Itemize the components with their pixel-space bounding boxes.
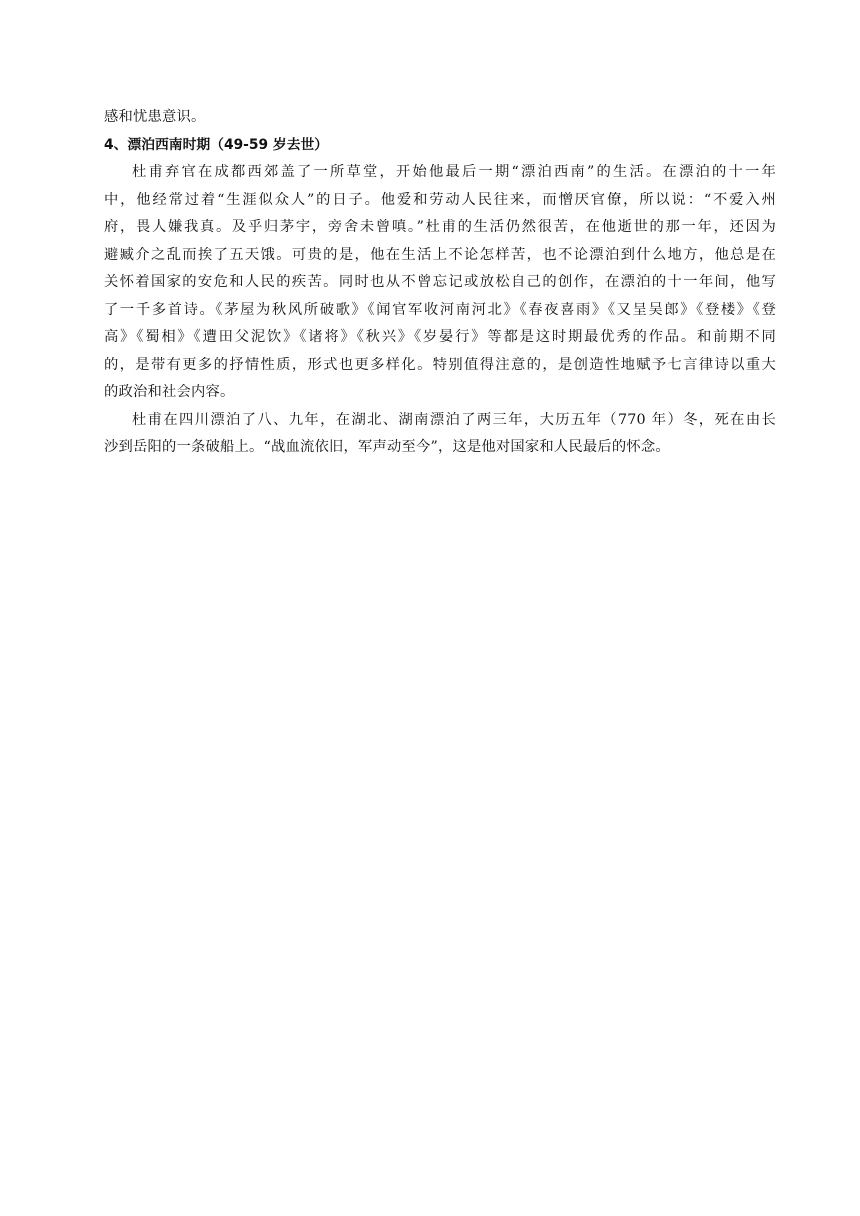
paragraph-line: 高》《蜀相》《遭田父泥饮》《诸将》《秋兴》《岁晏行》等都是这时期最优秀的作品。和前期不同 [104, 329, 776, 345]
paragraph-line: 沙到岳阳的一条破船上。“战血流依旧，军声动至今”，这是他对国家和人民最后的怀念。 [104, 439, 670, 455]
paragraph-line: 杜甫在四川漂泊了八、九年，在湖北、湖南漂泊了两三年，大历五年（770 年）冬，死在由长 [132, 411, 776, 428]
paragraph-line: 杜甫弃官在成都西郊盖了一所草堂，开始他最后一期“漂泊西南”的生活。在漂泊的十一年 [132, 164, 776, 180]
paragraph-line: 的政治和社会内容。 [104, 384, 235, 400]
paragraph-1 [104, 159, 776, 407]
section-heading: 4、漂泊西南时期（49-59 岁去世） [104, 136, 329, 153]
continuation-line: 感和忧患意识。 [104, 109, 206, 125]
paragraph-line: 关怀着国家的安危和人民的疾苦。同时也从不曾忘记或放松自己的创作，在漂泊的十一年间，他写 [104, 274, 776, 290]
paragraph-line: 府，畏人嫌我真。及乎归茅宇，旁舍未曾嗔。”杜甫的生活仍然很苦，在他逝世的那一年，还因为 [104, 219, 776, 235]
document-page [104, 104, 776, 462]
paragraph-line: 了一千多首诗。《茅屋为秋风所破歌》《闻官军收河南河北》《春夜喜雨》《又呈吴郎》《登楼》《登 [104, 301, 776, 318]
paragraph-2 [104, 407, 776, 462]
paragraph-line: 的，是带有更多的抒情性质，形式也更多样化。特别值得注意的，是创造性地赋予七言律诗以重大 [104, 356, 776, 373]
paragraph-line: 中，他经常过着“生涯似众人”的日子。他爱和劳动人民往来，而憎厌官僚，所以说：“不爱入州 [104, 191, 776, 208]
paragraph-line: 避臧介之乱而挨了五天饿。可贵的是，他在生活上不论怎样苦，也不论漂泊到什么地方，他总是在 [104, 246, 776, 263]
